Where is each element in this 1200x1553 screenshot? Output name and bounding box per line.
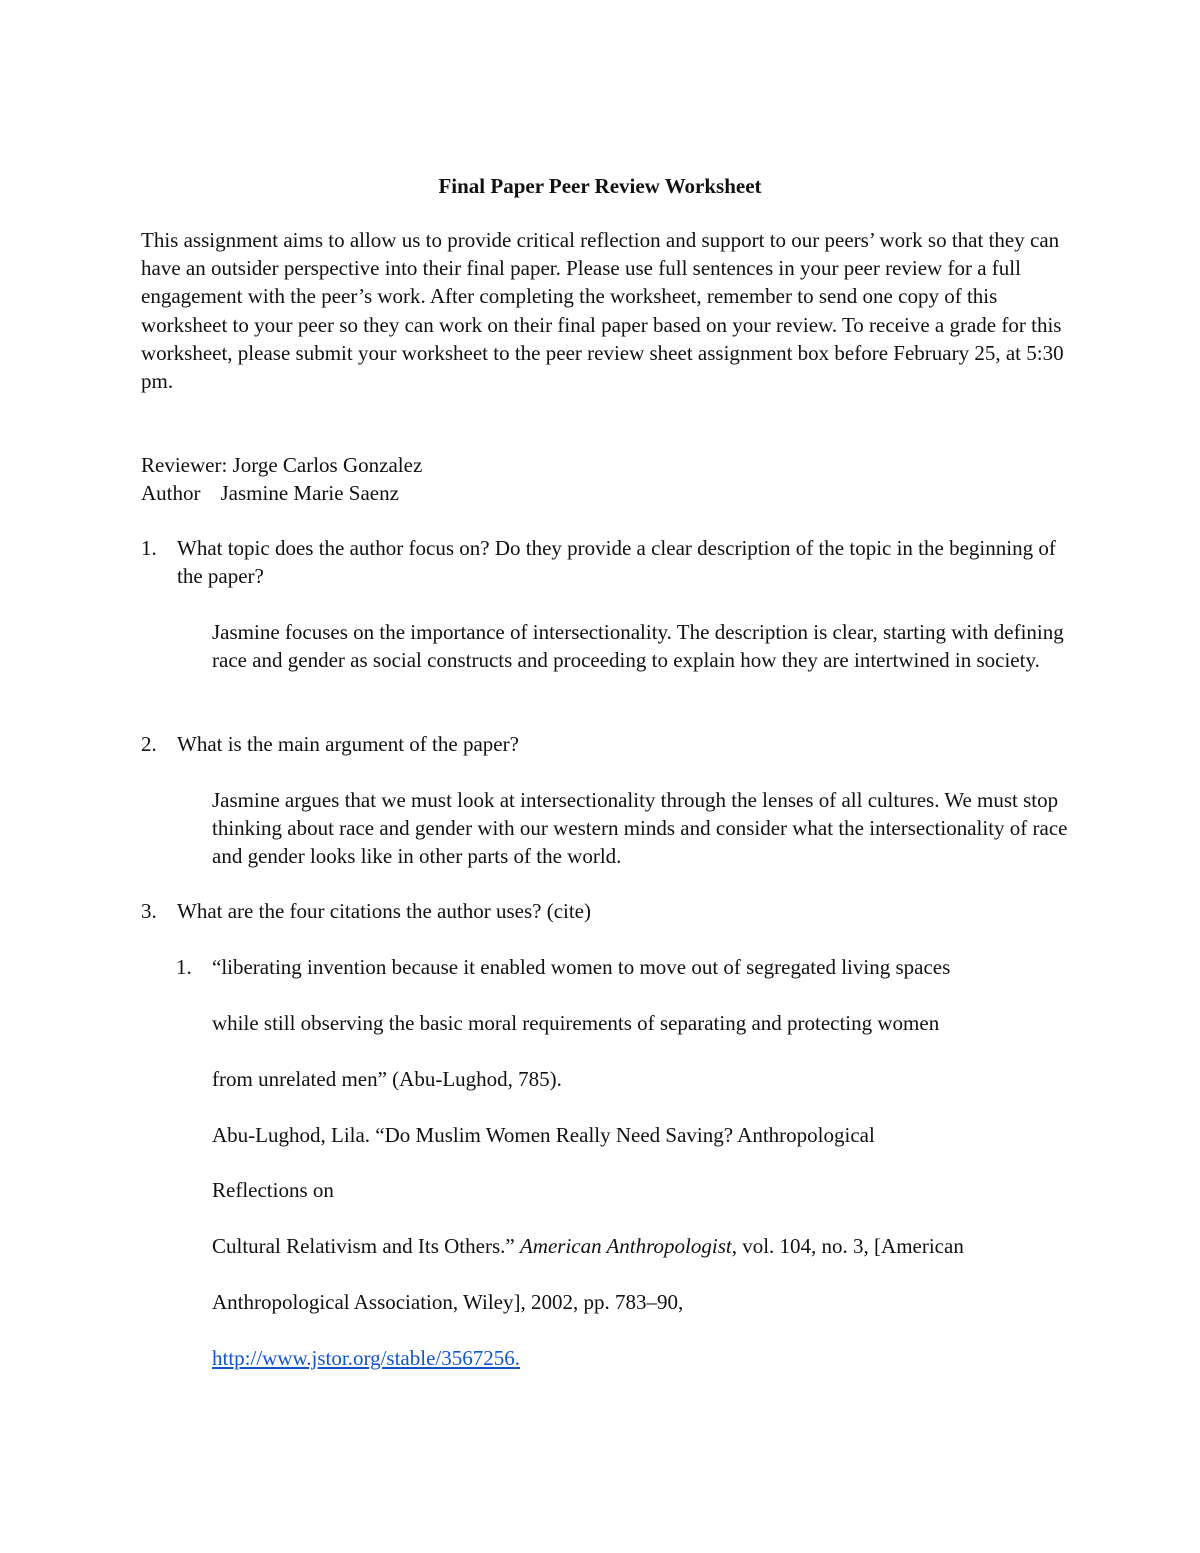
citation-quote-line: “liberating invention because it enabled women to move out of segregated living spaces [212, 955, 951, 979]
author-label: Author [141, 481, 201, 505]
document-title: Final Paper Peer Review Worksheet [438, 174, 762, 198]
reviewer-line: Reviewer: Jorge Carlos Gonzalez [141, 453, 423, 477]
citation-reference-line: Abu-Lughod, Lila. “Do Muslim Women Really Need Saving? Anthropological [212, 1123, 875, 1147]
reference-text: , vol. 104, no. 3, [American [731, 1234, 964, 1258]
author-name: Jasmine Marie Saenz [220, 481, 399, 505]
citation-reference-line: Anthropological Association, Wiley], 2002, pp. 783–90, [212, 1290, 684, 1314]
citation-link[interactable]: http://www.jstor.org/stable/3567256 [212, 1346, 515, 1370]
question-number: 1. [141, 536, 157, 560]
citation-url-line [212, 1344, 520, 1372]
answer-2: Jasmine argues that we must look at intersectionality through the lenses of all cultures. We must stop thinking about race and gender with our western minds and consider what the intersectionality of race and gender looks like in other parts of the world. [212, 788, 1068, 868]
citation-reference-line [212, 1232, 964, 1260]
citation-reference-line: Reflections on [212, 1178, 334, 1202]
author-line [141, 479, 422, 507]
question-number: 2. [141, 732, 157, 756]
answer-1: Jasmine focuses on the importance of intersectionality. The description is clear, starting with defining race and gender as social constructs and proceeding to explain how they are intertwined in society. [212, 620, 1064, 672]
citation-quote-line: while still observing the basic moral requirements of separating and protecting women [212, 1011, 940, 1035]
question-text: What are the four citations the author uses? (cite) [177, 899, 591, 923]
journal-title: American Anthropologist [519, 1234, 732, 1258]
reference-text: Cultural Relativism and Its Others.” [212, 1234, 520, 1258]
question-number: 3. [141, 899, 157, 923]
question-text: What is the main argument of the paper? [177, 732, 519, 756]
intro-paragraph: This assignment aims to allow us to provide critical reflection and support to our peers’ work so that they can have an outsider perspective into their final paper. Please use full sentences in your peer review for a full engagement with the peer’s work. After completing the worksheet, remember to send one copy of this worksheet to your peer so they can work on their final paper based on your review. To receive a grade for this worksheet, please submit your worksheet to the peer review sheet assignment box before February 25, at 5:30 pm. [141, 228, 1064, 394]
citation-number: 1. [176, 955, 192, 979]
citation-link-suffix: . [514, 1346, 520, 1370]
reviewer-author-block [141, 451, 422, 507]
citation-quote-line: from unrelated men” (Abu-Lughod, 785). [212, 1067, 562, 1091]
question-3 [141, 897, 1071, 925]
question-text: What topic does the author focus on? Do they provide a clear description of the topic in the beginning of the paper? [177, 536, 1056, 588]
question-1 [141, 534, 1071, 590]
question-2 [141, 730, 1071, 758]
